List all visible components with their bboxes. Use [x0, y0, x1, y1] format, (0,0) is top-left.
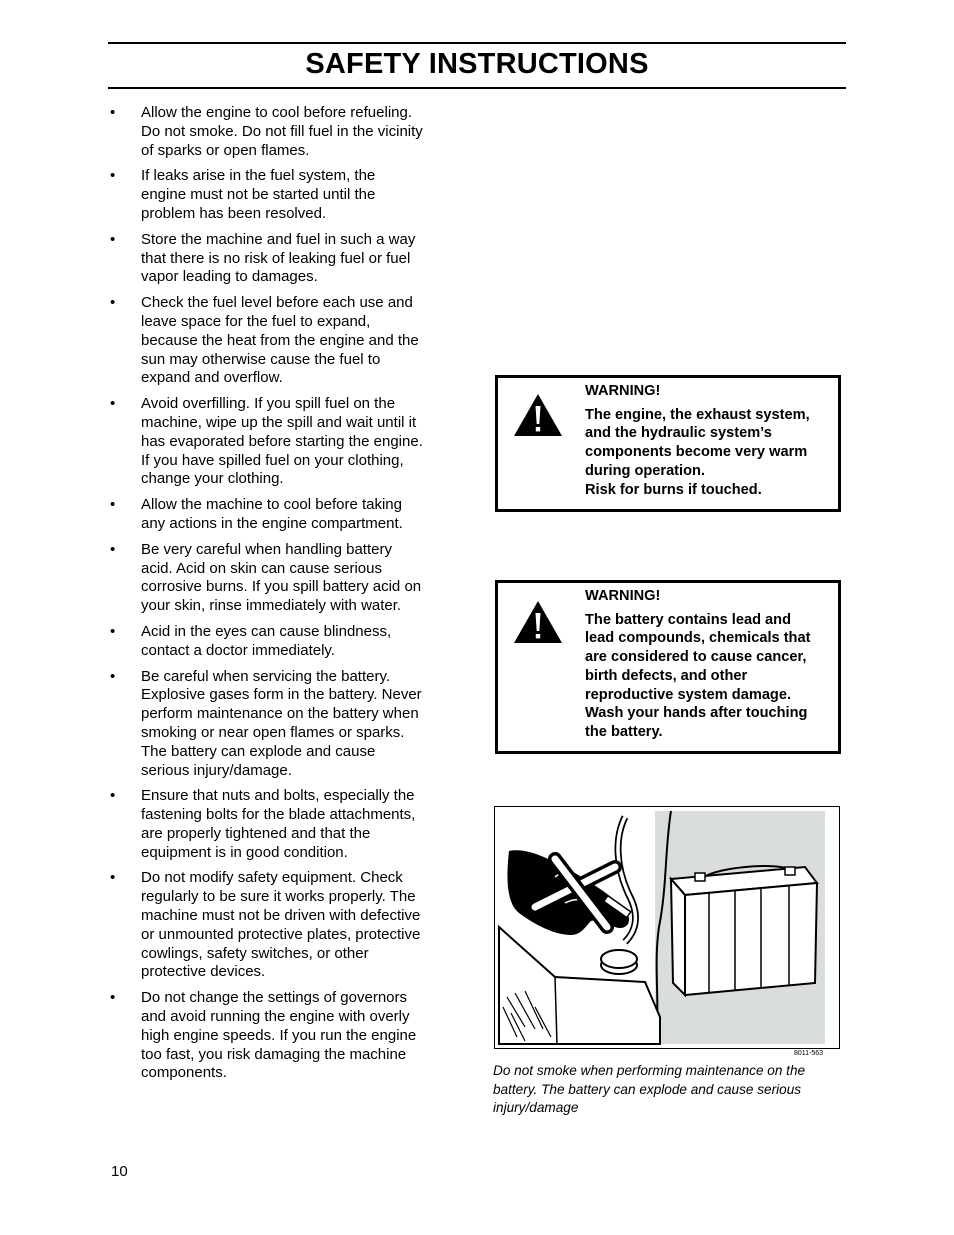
warning-heading: WARNING! [585, 588, 661, 604]
warning-line: the battery. [585, 723, 663, 740]
bullet-icon: • [110, 989, 116, 1007]
list-item-text: Be very careful when handling battery acid. Acid on skin can cause serious corrosive burns. If you spill battery acid on your skin, rinse immediately with water. [141, 540, 422, 615]
list-item [108, 496, 424, 534]
figure-code: 8011-563 [794, 1050, 824, 1057]
bullet-icon: • [110, 869, 116, 887]
header-rule-bottom [108, 87, 846, 89]
bullet-icon: • [110, 496, 116, 514]
page-number: 10 [111, 1163, 128, 1180]
list-item-text: Allow the engine to cool before refueling. Do not smoke. Do not fill fuel in the vicinity of sparks or open flames. [141, 104, 423, 159]
list-item [108, 167, 424, 223]
list-item [108, 787, 424, 862]
list-item-text: Allow the machine to cool before taking any actions in the engine compartment. [141, 496, 403, 532]
list-item-text: Ensure that nuts and bolts, especially the fastening bolts for the blade attachments, are properly tightened and that the equipment is in good condition. [141, 787, 416, 861]
warning-line: are considered to cause cancer, [585, 649, 807, 666]
warning-line: Wash your hands after touching [585, 705, 808, 722]
warning-triangle-icon [512, 599, 564, 645]
bullet-icon: • [110, 230, 116, 248]
list-item-text: Check the fuel level before each use and leave space for the fuel to expand, because the heat from the engine and the sun may otherwise cause the fuel to expand and overflow. [141, 294, 419, 387]
warning-triangle-icon [512, 392, 564, 438]
warning-line: components become very warm [585, 444, 808, 461]
bullet-icon: • [110, 667, 116, 685]
bullet-icon: • [110, 395, 116, 413]
warning-box-heat [495, 375, 841, 512]
bullet-icon: • [110, 540, 116, 558]
warning-line: during operation. [585, 462, 705, 479]
bullet-icon: • [110, 787, 116, 805]
warning-line: Risk for burns if touched. [585, 481, 762, 498]
bullet-icon: • [110, 294, 116, 312]
page-title: SAFETY INSTRUCTIONS [305, 48, 649, 80]
list-item [108, 869, 424, 982]
list-item [108, 294, 424, 388]
list-item-text: Be careful when servicing the battery. Explosive gases form in the battery. Never perform maintenance on the battery when smoking or near open flames or sparks. The battery can explode and cause serious injury/damage. [141, 667, 422, 779]
list-item [108, 668, 424, 781]
list-item-text: Do not modify safety equipment. Check regularly to be sure it works properly. The machine must not be driven with defective or unmounted protective plates, protective cowlings, safety switches, or other protective devices. [141, 869, 421, 981]
warning-line: The engine, the exhaust system, [585, 406, 810, 423]
warning-line: and the hydraulic system’s [585, 425, 772, 442]
warning-heading: WARNING! [585, 383, 661, 399]
instruction-list [108, 104, 424, 1090]
bullet-icon: • [110, 167, 116, 185]
list-item [108, 104, 424, 160]
warning-line: lead compounds, chemicals that [585, 630, 811, 647]
warning-line: The battery contains lead and [585, 611, 791, 628]
figure-caption: Do not smoke when performing maintenance on the battery. The battery can explode and cause serious injury/damage [493, 1063, 806, 1115]
list-item-text: Avoid overfilling. If you spill fuel on the machine, wipe up the spill and wait until it has evaporated before starting the engine. If you have spilled fuel on your clothing, change your clothing. [141, 395, 423, 488]
list-item [108, 231, 424, 287]
bullet-icon: • [110, 104, 116, 121]
header-rule-top [108, 42, 846, 44]
warning-line: reproductive system damage. [585, 686, 792, 703]
list-item [108, 623, 424, 661]
list-item-text: If leaks arise in the fuel system, the engine must not be started until the problem has been resolved. [141, 167, 376, 222]
list-item [108, 395, 424, 489]
battery-illustration [494, 806, 840, 1049]
list-item-text: Do not change the settings of governors and avoid running the engine with overly high engine speeds. If you run the engine too fast, you risk damaging the machine components. [141, 989, 417, 1082]
bullet-icon: • [110, 622, 116, 640]
no-smoking-battery-illustration [495, 807, 839, 1048]
warning-text [585, 587, 828, 742]
list-item [108, 541, 424, 616]
warning-box-battery [495, 580, 841, 754]
warning-line: birth defects, and other [585, 667, 748, 684]
warning-text [585, 382, 828, 499]
list-item-text: Store the machine and fuel in such a way that there is no risk of leaking fuel or fuel vapor leading to damages. [141, 230, 416, 286]
list-item-text: Acid in the eyes can cause blindness, contact a doctor immediately. [141, 622, 392, 659]
list-item [108, 989, 424, 1083]
